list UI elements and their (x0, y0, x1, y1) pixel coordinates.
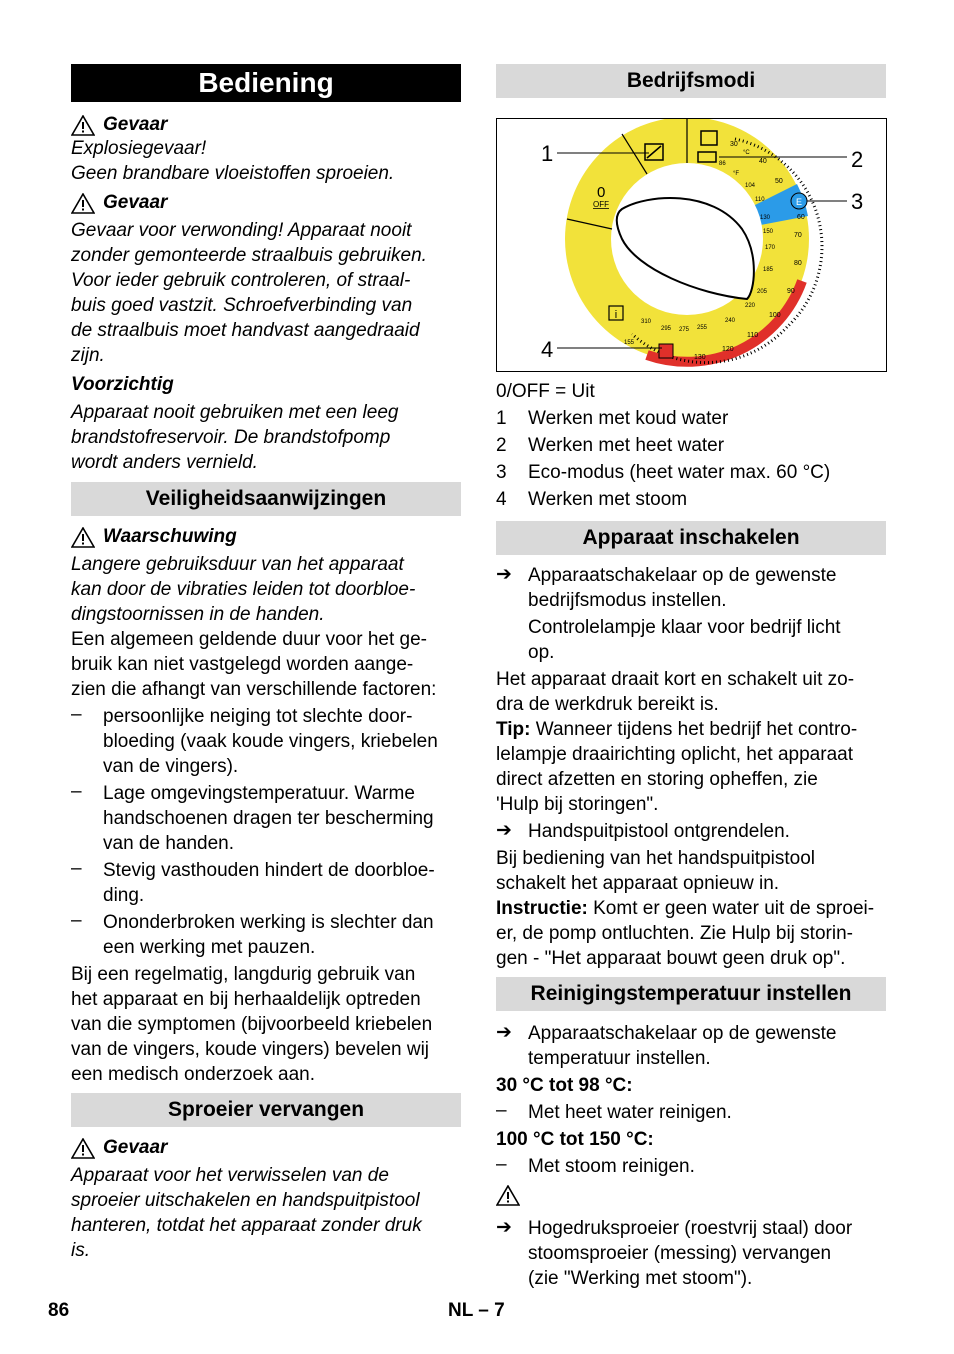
right-column (496, 64, 886, 1291)
mode-dial-svg (497, 119, 886, 371)
section-safety-heading: Veiligheidsaanwijzingen (71, 482, 461, 516)
warning-triangle-icon (496, 1185, 520, 1206)
list-item: – Ononderbroken werking is slechter dan een werking met pauzen. (71, 910, 434, 958)
scale-label-f: 220 (745, 303, 756, 309)
warning-label: Waarschuwing (103, 526, 237, 547)
scale-label-f: 130 (760, 215, 771, 221)
scale-label-f: 110 (755, 197, 765, 203)
step-item: ➔ Hogedruksproeier (roestvrij staal) door stoomsproeier (messing) vervangen (zie "Werking met stoom"). (496, 1217, 853, 1289)
range-1-heading: 30 °C tot 98 °C: (496, 1075, 633, 1096)
warning-label: Gevaar (103, 1137, 168, 1158)
list-item: – Met stoom reinigen. (496, 1154, 695, 1177)
off-label: OFF (593, 200, 609, 209)
warning-text-3: Langere gebruiksduur van het apparaat kan door de vibraties leiden tot doorbloe- dingstoornissen in de handen. (71, 554, 416, 625)
warning-label: Gevaar (103, 114, 168, 135)
scale-label-f: 205 (757, 289, 768, 295)
warning-heading-3 (71, 526, 461, 548)
arrow-right-icon: ➔ (496, 1022, 512, 1043)
warning-heading-1 (71, 114, 461, 136)
scale-label-f: 104 (745, 183, 756, 189)
step-item: ➔ Apparaatschakelaar op de gewenste bedrijfsmodus instellen. (496, 564, 837, 611)
paragraph-medical: Bij een regelmatig, langdurig gebruik van het apparaat en bij herhaaldelijk optreden van die symptomen (bijvoorbeeld kriebelen van de vingers, koude vingers) bevelen wij een medisch onderzoek aan. (71, 964, 433, 1085)
mode-item: 2 Werken met heet water (496, 435, 725, 456)
scale-label: 80 (794, 260, 802, 267)
section-nozzle-heading: Sproeier vervangen (71, 1093, 461, 1127)
callout-4: 4 (541, 337, 554, 362)
caution-heading: Voorzichtig (71, 374, 174, 395)
left-column (71, 64, 461, 1263)
page-footer-label: NL – 7 (448, 1300, 505, 1321)
paragraph-gun: Bij bediening van het handspuitpistool schakelt het apparaat opnieuw in. (496, 848, 816, 894)
paragraph-factors: Een algemeen geldende duur voor het ge- bruik kan niet vastgelegd worden aange- zien die afhangt van verschillende factoren: (71, 629, 437, 700)
section-modes-heading: Bedrijfsmodi (496, 64, 886, 98)
scale-label-f: 310 (641, 319, 652, 325)
warning-text-2: Gevaar voor verwonding! Apparaat nooit zonder gemonteerde straalbuis gebruiken. Voor ieder gebruik controleren, of straal- buis goed vastzit. Schroefverbinding van de straalbuis moet handvast aangedraaid zijn. (71, 220, 427, 366)
list-item: – Met heet water reinigen. (496, 1100, 732, 1123)
scale-label-f: 185 (763, 267, 774, 273)
scale-label: 120 (722, 346, 734, 353)
mode-item: 1 Werken met koud water (496, 408, 729, 429)
scale-label-f: 295 (661, 326, 672, 332)
callout-1: 1 (541, 141, 554, 166)
range-2-heading: 100 °C tot 150 °C: (496, 1129, 654, 1150)
unit-celsius: °C (743, 150, 750, 156)
scale-label-f: 150 (763, 229, 774, 235)
scale-label: 60 (797, 214, 805, 221)
warning-triangle-icon (71, 527, 95, 548)
arrow-right-icon: ➔ (496, 564, 512, 585)
step-item: ➔ Handspuitpistool ontgrendelen. (496, 820, 790, 842)
instruction-paragraph: Instructie: Komt er geen water uit de sproei- er, de pomp ontluchten. Zie Hulp bij storin- gen - "Het apparaat bouwt geen druk op". (496, 898, 875, 969)
arrow-right-icon: ➔ (496, 1217, 512, 1238)
section-temp-heading: Reinigingstemperatuur instellen (496, 977, 886, 1011)
steam-icon (659, 344, 673, 358)
scale-label-f: 255 (697, 325, 708, 331)
off-line: 0/OFF = Uit (496, 381, 595, 402)
scale-label-f: 240 (725, 318, 736, 324)
list-item: – persoonlijke neiging tot slechte door- bloeding (vaak koude vingers, kriebelen van de vingers). (71, 704, 438, 777)
page-title: Bediening (71, 64, 461, 102)
paragraph-on: Het apparaat draait kort en schakelt uit zo- dra de werkdruk bereikt is. (496, 669, 855, 715)
scale-label-f: 170 (765, 245, 776, 251)
warning-heading-2 (71, 192, 461, 214)
scale-label: 30 (730, 141, 738, 148)
arrow-right-icon: ➔ (496, 820, 512, 841)
step-item: ➔ Apparaatschakelaar op de gewenste temperatuur instellen. (496, 1022, 837, 1069)
warning-label: Gevaar (103, 192, 168, 213)
scale-label: 130 (694, 354, 706, 361)
scale-label: 100 (769, 312, 781, 319)
mode-item: 3 Eco-modus (heet water max. 60 °C) (496, 462, 831, 483)
list-item: – Stevig vasthouden hindert de doorbloe- ding. (71, 858, 435, 906)
warning-triangle-icon (71, 1138, 95, 1159)
callout-3: 3 (851, 189, 864, 214)
mode-dial-figure (496, 118, 887, 372)
unit-fahrenheit: °F (733, 171, 740, 177)
scale-label: 40 (759, 158, 767, 165)
scale-label: 110 (747, 332, 759, 339)
tip-paragraph: Tip: Wanneer tijdens het bedrijf het contro- lelampje draairichting oplicht, het apparaat direct afzetten en storing opheffen, zie 'Hulp bij storingen". (496, 719, 858, 815)
warning-text-4: Apparaat voor het verwisselen van de sproeier uitschakelen en handspuitpistool hanteren, totdat het apparaat zonder druk is. (71, 1165, 422, 1261)
warning-icon-line (496, 1185, 886, 1212)
warning-triangle-icon (71, 115, 95, 136)
scale-label-f: 275 (679, 327, 690, 333)
scale-label-f: 86 (719, 161, 726, 167)
list-item: – Lage omgevingstemperatuur. Warme handschoenen dragen ter bescherming van de handen. (71, 781, 434, 854)
warning-text-1: Explosiegevaar! Geen brandbare vloeistoffen sproeien. (71, 138, 395, 184)
scale-label: 90 (787, 288, 795, 295)
scale-label-f: 155 (624, 340, 635, 346)
step-note: Controlelampje klaar voor bedrijf licht op. (528, 617, 841, 663)
warning-heading-4 (71, 1137, 461, 1159)
scale-label: 70 (794, 232, 802, 239)
caution-text: Apparaat nooit gebruiken met een leeg brandstofreservoir. De brandstofpomp wordt anders vernield. (71, 402, 399, 473)
eco-label: E (795, 197, 803, 207)
callout-2: 2 (851, 147, 864, 172)
warning-triangle-icon (71, 193, 95, 214)
section-on-heading: Apparaat inschakelen (496, 521, 886, 555)
scale-label: 50 (775, 178, 783, 185)
page-number: 86 (48, 1300, 70, 1321)
info-icon-glyph: i (614, 309, 618, 321)
off-zero: 0 (597, 184, 606, 201)
mode-item: 4 Werken met stoom (496, 489, 688, 510)
